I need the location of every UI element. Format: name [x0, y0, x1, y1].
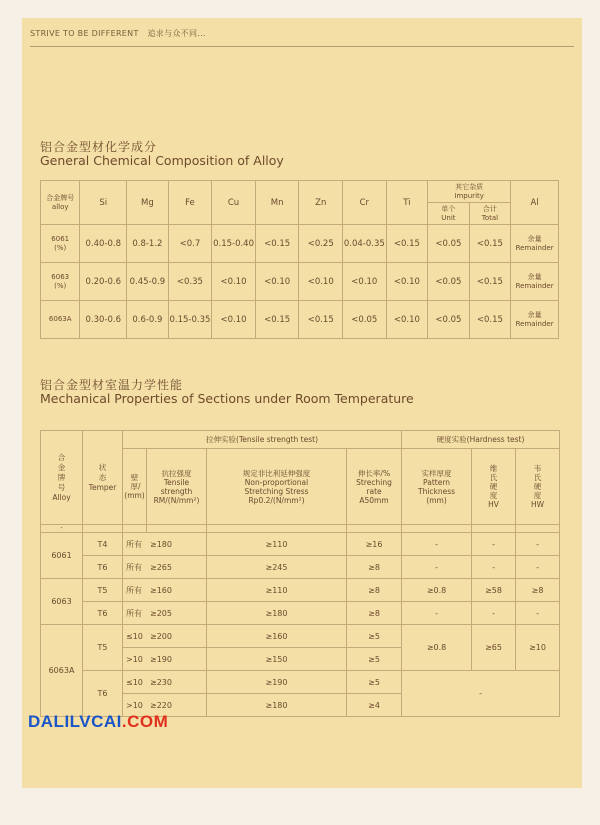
- chem-cell: 0.04-0.35: [343, 225, 387, 263]
- chem-header-si: Si: [80, 181, 127, 225]
- mechanical-title-cn: 铝合金型材室温力学性能: [40, 378, 184, 392]
- mech-header-hw: 韦氏硬度 HW: [516, 449, 560, 525]
- chem-header-fe: Fe: [168, 181, 212, 225]
- chem-header-alloy: 合金牌号 alloy: [41, 181, 80, 225]
- mech-header-hardness-group: 硬度实验(Hardness test): [402, 431, 560, 449]
- mech-header-alloy: 合金牌号 Alloy: [41, 431, 83, 525]
- mech-cell: T6: [83, 602, 123, 625]
- mech-cell: ≥110: [207, 533, 347, 556]
- chemical-title-cn: 铝合金型材化学成分: [40, 140, 158, 154]
- chem-cell: 0.6-0.9: [127, 301, 169, 339]
- chem-header-ti: Ti: [386, 181, 428, 225]
- chem-cell: <0.05: [343, 301, 387, 339]
- mech-cell: >10 ≥220: [123, 694, 207, 717]
- mech-cell: ≥8: [347, 579, 402, 602]
- watermark-domain: DALILVCAI: [28, 712, 122, 731]
- mech-row: [41, 556, 560, 579]
- mech-cell: ≥150: [207, 648, 347, 671]
- mech-cell: ≤10 ≥200: [123, 625, 207, 648]
- watermark: [28, 712, 168, 732]
- mech-cell: ≥10: [516, 625, 560, 671]
- mech-cell: ≥8: [516, 579, 560, 602]
- mech-cell: -: [472, 556, 516, 579]
- chem-cell: <0.15: [386, 225, 428, 263]
- mech-cell: 所有 ≥205: [123, 602, 207, 625]
- mech-cell: ≤10 ≥230: [123, 671, 207, 694]
- chem-al-cell: 余量 Remainder: [511, 225, 559, 263]
- chemical-composition-table: [40, 180, 559, 339]
- mechanical-title-en: Mechanical Properties of Sections under Room Temperature: [40, 391, 414, 406]
- chem-cell: <0.10: [386, 263, 428, 301]
- mech-row: [41, 579, 560, 602]
- chem-cell: <0.05: [428, 301, 470, 339]
- chem-cell: 0.40-0.8: [80, 225, 127, 263]
- chem-cell: <0.10: [212, 263, 256, 301]
- mech-cell: T5: [83, 579, 123, 602]
- mech-cell: -: [516, 533, 560, 556]
- mech-cell: -: [516, 602, 560, 625]
- chem-cell: <0.10: [343, 263, 387, 301]
- chem-alloy-cell: 6063 (%): [41, 263, 80, 301]
- chem-cell: <0.25: [299, 225, 343, 263]
- mech-cell: T5: [83, 625, 123, 671]
- chem-cell: <0.15: [469, 301, 511, 339]
- mech-cell: 所有 ≥180: [123, 533, 207, 556]
- mech-cell: ≥16: [347, 533, 402, 556]
- mech-row: [41, 671, 560, 694]
- mech-cell: -: [402, 602, 472, 625]
- chem-cell: <0.15: [469, 263, 511, 301]
- chem-cell: <0.10: [299, 263, 343, 301]
- chem-cell: <0.15: [299, 301, 343, 339]
- chem-cell: 0.30-0.6: [80, 301, 127, 339]
- chem-cell: <0.7: [168, 225, 212, 263]
- chem-header-cr: Cr: [343, 181, 387, 225]
- mech-cell: ≥5: [347, 671, 402, 694]
- mech-cell: T6: [83, 556, 123, 579]
- chem-cell: <0.15: [255, 225, 299, 263]
- chem-header-zn: Zn: [299, 181, 343, 225]
- mech-cell: 所有 ≥265: [123, 556, 207, 579]
- mech-header-elongation: 伸长率/% Streching rate A50mm: [347, 449, 402, 525]
- chem-cell: <0.10: [212, 301, 256, 339]
- mech-cell: ≥65: [472, 625, 516, 671]
- mech-row: [41, 533, 560, 556]
- chem-header-unit: 单个 Unit: [428, 203, 470, 225]
- mech-cell: ≥5: [347, 648, 402, 671]
- mech-cell: ≥160: [207, 625, 347, 648]
- mech-header-tensile-group: 拉伸实验(Tensile strength test): [123, 431, 402, 449]
- mech-alloy-cell: 6063: [41, 579, 83, 625]
- chem-alloy-cell: 6061 (%): [41, 225, 80, 263]
- mech-cell: ≥0.8: [402, 625, 472, 671]
- mech-cell: ≥8: [347, 602, 402, 625]
- mech-cell: T4: [83, 533, 123, 556]
- mech-spacer-mark: -: [41, 525, 83, 533]
- catalog-sheet: [22, 18, 582, 788]
- mech-cell: -: [402, 533, 472, 556]
- mech-cell: T6: [83, 671, 123, 717]
- slogan-en: STRIVE TO BE DIFFERENT: [30, 29, 139, 38]
- mech-cell: ≥180: [207, 694, 347, 717]
- mech-cell: ≥4: [347, 694, 402, 717]
- chem-cell: 0.8-1.2: [127, 225, 169, 263]
- mech-cell: 所有 ≥160: [123, 579, 207, 602]
- header-rule: [30, 46, 574, 47]
- mechanical-properties-table: [40, 430, 560, 717]
- chem-header-total: 合计 Total: [469, 203, 511, 225]
- mech-header-temper: 状态 Temper: [83, 431, 123, 525]
- chem-header-cu: Cu: [212, 181, 256, 225]
- chem-header-al: Al: [511, 181, 559, 225]
- chem-cell: <0.10: [255, 263, 299, 301]
- mech-cell: ≥110: [207, 579, 347, 602]
- chem-cell: <0.10: [386, 301, 428, 339]
- mech-header-wall: 壁厚/ (mm): [123, 449, 147, 525]
- mech-cell: ≥8: [347, 556, 402, 579]
- chem-cell: 0.45-0.9: [127, 263, 169, 301]
- chem-row-6063a: [41, 301, 559, 339]
- page-header: [30, 28, 206, 39]
- chem-cell: 0.15-0.35: [168, 301, 212, 339]
- mech-cell: -: [472, 533, 516, 556]
- chem-cell: 0.15-0.40: [212, 225, 256, 263]
- mech-cell: -: [472, 602, 516, 625]
- mech-row: [41, 602, 560, 625]
- mech-cell: -: [402, 556, 472, 579]
- slogan-cn: 追求与众不同...: [147, 29, 206, 38]
- chem-cell: <0.15: [469, 225, 511, 263]
- chem-header-mn: Mn: [255, 181, 299, 225]
- mech-row: [41, 625, 560, 648]
- watermark-tld: .COM: [121, 712, 169, 731]
- mech-cell: -: [516, 556, 560, 579]
- mech-header-yield: 规定非比利延伸强度 Non-proportional Stretching Stress Rp0.2/(N/mm²): [207, 449, 347, 525]
- chem-al-cell: 余量 Remainder: [511, 263, 559, 301]
- chem-row-6063: [41, 263, 559, 301]
- mech-cell: ≥5: [347, 625, 402, 648]
- mech-cell: -: [402, 671, 560, 717]
- mech-cell: ≥180: [207, 602, 347, 625]
- chem-cell: <0.15: [255, 301, 299, 339]
- chem-cell: <0.35: [168, 263, 212, 301]
- chem-cell: <0.05: [428, 225, 470, 263]
- mech-cell: ≥190: [207, 671, 347, 694]
- mech-header-tensile: 抗拉强度 Tensile strength RM/(N/mm²): [147, 449, 207, 525]
- mech-cell: ≥58: [472, 579, 516, 602]
- chem-header-impurity: 其它杂质 Impurity: [428, 181, 511, 203]
- chem-al-cell: 余量 Remainder: [511, 301, 559, 339]
- mech-cell: >10 ≥190: [123, 648, 207, 671]
- mech-cell: ≥0.8: [402, 579, 472, 602]
- chem-header-mg: Mg: [127, 181, 169, 225]
- chem-cell: 0.20-0.6: [80, 263, 127, 301]
- mech-alloy-cell: 6061: [41, 533, 83, 579]
- chem-cell: <0.05: [428, 263, 470, 301]
- mech-header-pattern: 实样厚度 Pattern Thickness (mm): [402, 449, 472, 525]
- chem-row-6061: [41, 225, 559, 263]
- mech-header-hv: 维氏硬度 HV: [472, 449, 516, 525]
- chem-alloy-cell: 6063A: [41, 301, 80, 339]
- mech-cell: ≥245: [207, 556, 347, 579]
- mech-alloy-cell: 6063A: [41, 625, 83, 717]
- chemical-title-en: General Chemical Composition of Alloy: [40, 153, 284, 168]
